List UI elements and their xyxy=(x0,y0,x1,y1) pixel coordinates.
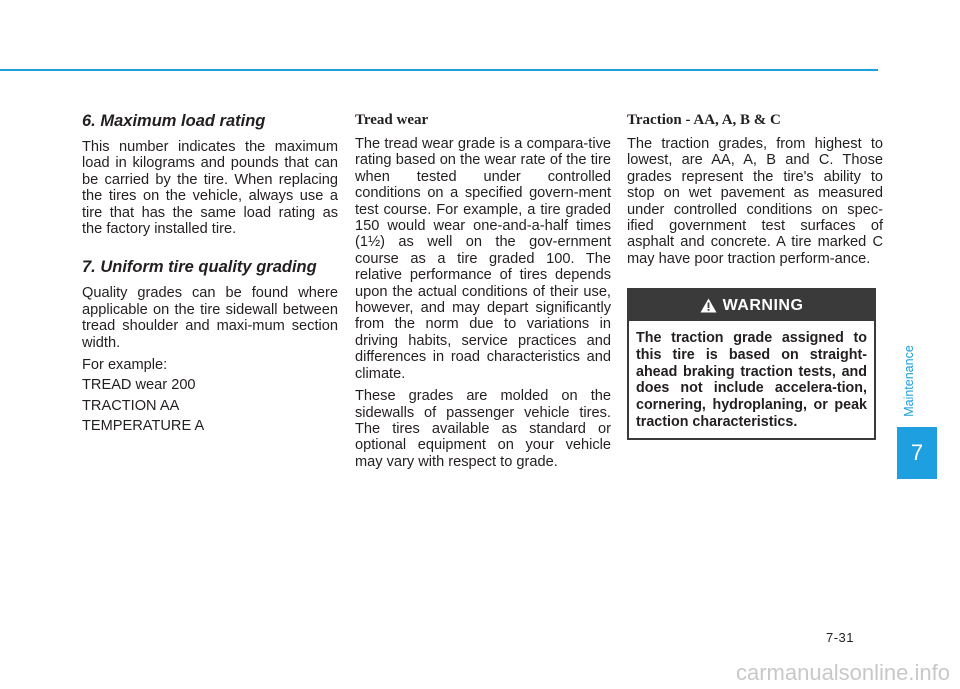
paragraph-traction: The traction grades, from highest to lowest, are AA, A, B and C. Those grades represent the tire's ability to stop on wet pavement as measured under controlled conditions on spec-ified government test surfaces of asphalt and concrete. A tire marked C may have poor traction perform-ance. xyxy=(627,136,883,267)
column-3 xyxy=(627,111,883,273)
example-line-traction: TRACTION AA xyxy=(82,397,180,414)
example-line-tread: TREAD wear 200 xyxy=(82,377,196,394)
column-2 xyxy=(355,111,611,476)
heading-max-load-rating: 6. Maximum load rating xyxy=(82,112,266,130)
warning-title: WARNING xyxy=(722,296,804,314)
heading-uniform-grading: 7. Uniform tire quality grading xyxy=(82,258,317,277)
column-1 xyxy=(82,111,338,439)
chapter-tab[interactable]: 7 xyxy=(897,427,937,479)
warning-header xyxy=(629,290,874,321)
warning-text: The traction grade assigned to this tire is based on straight-ahead braking traction tests, and does not include accelera-tion, cornering, hydroplaning, or peak traction characteristics. xyxy=(636,330,867,430)
paragraph-tread-wear: The tread wear grade is a compara-tive rating based on the wear rate of the tire when tested under controlled conditions on a specified govern-ment test course. For example, a tire graded 150 would wear one-and-a-half times (1½) as well on the gov-ernment course as a tire graded 100. The relative performance of tires depends upon the actual conditions of their use, however, and may depart significantly from the norm due to variations in driving habits, service practices and differences in road characteristics and climate. xyxy=(355,136,611,382)
section-side-label xyxy=(899,341,919,421)
example-label: For example: xyxy=(82,357,168,374)
paragraph-max-load: This number indicates the maximum load in kilograms and pounds that can be carried by the tire. When replacing the tires on the vehicle, always use a tire that has the same load rating as the factory installed tire. xyxy=(82,139,338,238)
warning-box xyxy=(627,288,876,440)
section-label-text: Maintenance xyxy=(902,345,917,417)
paragraph-quality-grades: Quality grades can be found where applicable on the tire sidewall between tread shoulder and maxi-mum section width. xyxy=(82,285,338,351)
page-number: 7-31 xyxy=(826,630,855,645)
heading-tread-wear: Tread wear xyxy=(355,112,429,128)
watermark: carmanualsonline.info xyxy=(735,660,950,685)
example-line-temperature: TEMPERATURE A xyxy=(82,418,205,435)
heading-traction: Traction - AA, A, B & C xyxy=(627,112,781,128)
header-rule xyxy=(0,69,878,71)
warning-triangle-icon xyxy=(700,298,717,313)
paragraph-grades-molded: These grades are molded on the sidewalls of passenger vehicle tires. The tires available as standard or optional equipment on your vehicle may vary with respect to grade. xyxy=(355,388,611,470)
